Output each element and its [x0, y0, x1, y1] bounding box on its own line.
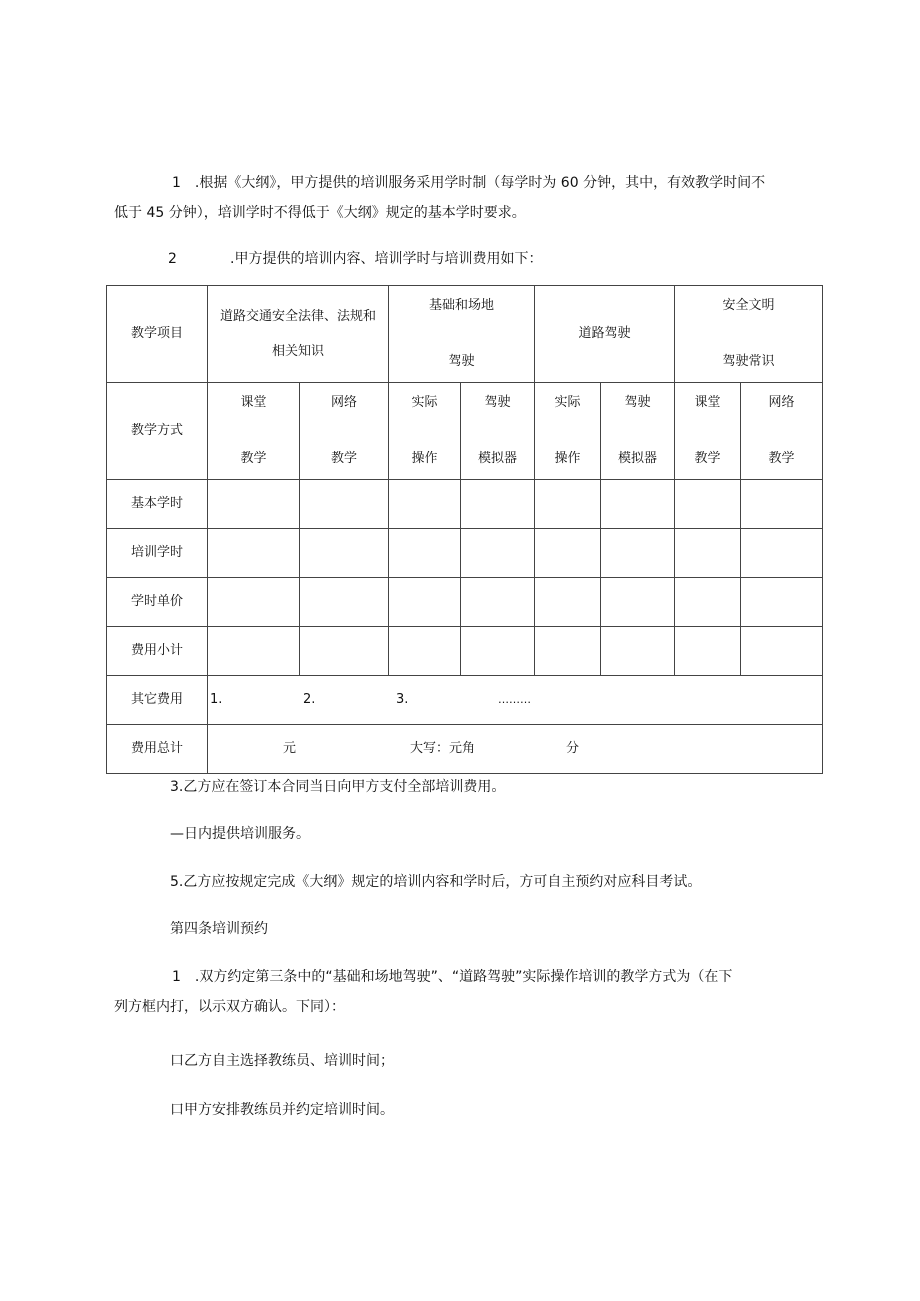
total-yuan: 元 — [283, 741, 297, 756]
article-4-para-1-line-2: 列方框内打，以示双方确认。下同）： — [114, 999, 345, 1015]
table-row — [107, 529, 823, 578]
table-row — [107, 480, 823, 529]
table-row-total — [107, 725, 823, 774]
table-row — [107, 578, 823, 627]
method-cell: 课堂 教学 — [208, 383, 300, 480]
table-row — [107, 627, 823, 676]
other-fee-3: 3. — [396, 692, 409, 707]
method-cell: 实际 操作 — [535, 383, 601, 480]
item-cell: 道路交通安全法律、法规和 相关知识 — [208, 286, 389, 383]
paragraph-2-number: 2 — [168, 251, 177, 267]
training-fee-table — [106, 285, 823, 774]
other-fee-more: ……… — [498, 693, 531, 706]
total-daxie: 大写：元角 — [410, 741, 476, 756]
other-fee-1: 1. — [210, 692, 223, 707]
method-cell: 网络 教学 — [300, 383, 389, 480]
paragraph-2-text: .甲方提供的培训内容、培训学时与培训费用如下： — [230, 251, 543, 267]
method-cell: 课堂 教学 — [675, 383, 741, 480]
table-row-methods — [107, 383, 823, 480]
row-label: 教学方式 — [107, 383, 208, 480]
paragraph-4: —日内提供培训服务。 — [170, 826, 310, 842]
article-4-heading: 第四条培训预约 — [170, 921, 268, 937]
row-label: 费用总计 — [107, 725, 208, 774]
other-fees-cell — [208, 676, 823, 725]
item-cell: 基础和场地 驾驶 — [389, 286, 535, 383]
row-label: 培训学时 — [107, 529, 208, 578]
total-fen: 分 — [566, 741, 580, 756]
row-label: 学时单价 — [107, 578, 208, 627]
row-label: 其它费用 — [107, 676, 208, 725]
paragraph-1-line-1: 1 .根据《大纲》，甲方提供的培训服务采用学时制（每学时为 60 分钟，其中，有效教学时间不 — [172, 175, 766, 191]
item-cell: 道路驾驶 — [535, 286, 675, 383]
paragraph-1-line-2: 低于 45 分钟），培训学时不得低于《大纲》规定的基本学时要求。 — [114, 205, 526, 221]
row-label: 费用小计 — [107, 627, 208, 676]
paragraph-3: 3.乙方应在签订本合同当日向甲方支付全部培训费用。 — [170, 779, 506, 795]
total-cell — [208, 725, 823, 774]
method-cell: 驾驶 模拟器 — [601, 383, 675, 480]
method-cell: 网络 教学 — [741, 383, 823, 480]
article-4-para-1-line-1: 1 .双方约定第三条中的“基础和场地驾驶”、“道路驾驶”实际操作培训的教学方式为（在下 — [172, 969, 733, 985]
paragraph-5: 5.乙方应按规定完成《大纲》规定的培训内容和学时后，方可自主预约对应科目考试。 — [170, 874, 702, 890]
other-fee-2: 2. — [303, 692, 316, 707]
method-cell: 实际 操作 — [389, 383, 461, 480]
row-label: 教学项目 — [107, 286, 208, 383]
table-row-items — [107, 286, 823, 383]
table-row-other-fees — [107, 676, 823, 725]
option-checkbox-1[interactable]: 口乙方自主选择教练员、培训时间； — [170, 1053, 394, 1069]
option-checkbox-2[interactable]: 口甲方安排教练员并约定培训时间。 — [170, 1102, 394, 1118]
item-cell: 安全文明 驾驶常识 — [675, 286, 823, 383]
method-cell: 驾驶 模拟器 — [461, 383, 535, 480]
row-label: 基本学时 — [107, 480, 208, 529]
